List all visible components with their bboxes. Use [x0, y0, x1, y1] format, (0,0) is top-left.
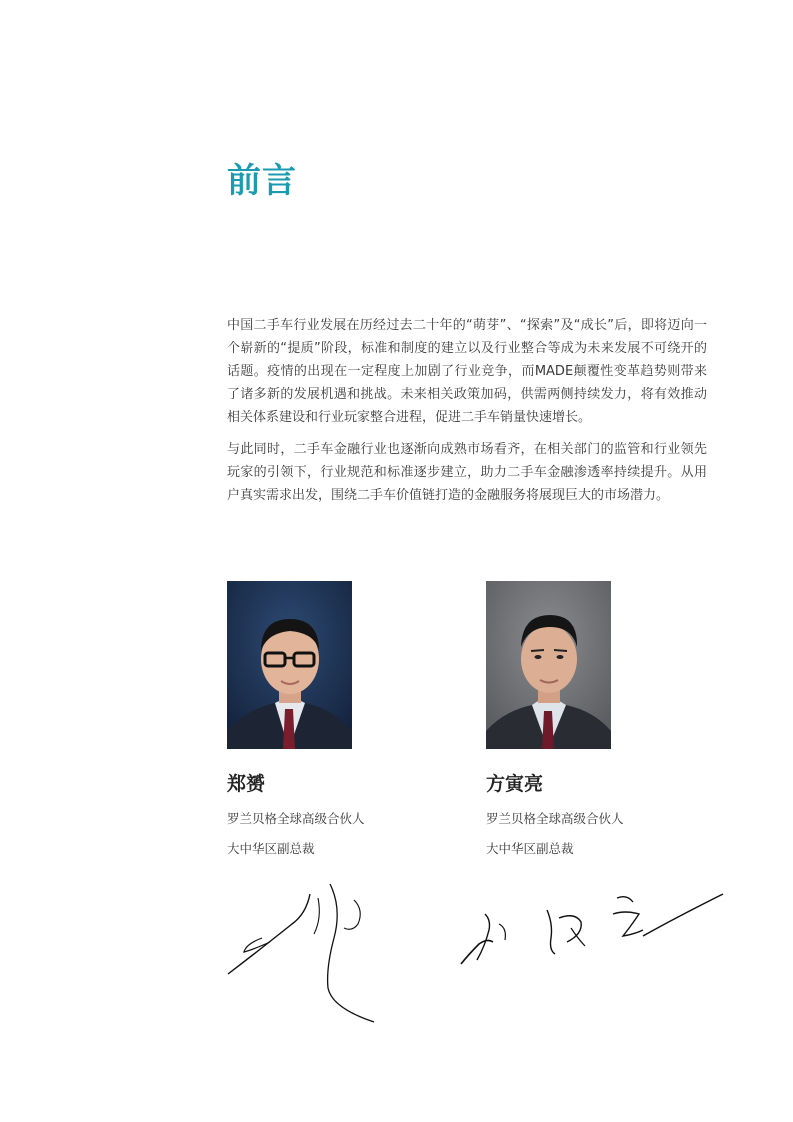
intro-paragraph-2: 与此同时，二手车金融行业也逐渐向成熟市场看齐，在相关部门的监管和行业领先玩家的引领下，行业规范和标准逐步建立，助力二手车金融渗透率持续提升。从用户真实需求出发，围绕二手车价值链打造的金融服务将展现巨大的市场潜力。	[227, 442, 707, 503]
author-1-name: 郑赟	[227, 773, 266, 795]
author-2-title-line2: 大中华区副总裁	[486, 841, 574, 856]
author-1-title-line2: 大中华区副总裁	[227, 841, 315, 856]
author-2-title-line1: 罗兰贝格全球高级合伙人	[486, 811, 624, 826]
author-2-name: 方寅亮	[486, 773, 544, 795]
intro-paragraph-1: 中国二手车行业发展在历经过去二十年的“萌芽”、“探索”及“成长”后，即将迈向一个崭新的“提质”阶段，标准和制度的建立以及行业整合等成为未来发展不可绕开的话题。疫情的出现在一定程度上加剧了行业竞争，而MADE颠覆性变革趋势则带来了诸多新的发展机遇和挑战。未来相关政策加码，供需两侧持续发力，将有效推动相关体系建设和行业玩家整合进程，促进二手车销量快速增长。	[227, 318, 707, 425]
author-1-portrait	[227, 581, 352, 749]
author-2-signature	[455, 880, 730, 975]
intro-text	[227, 314, 707, 516]
author-1-title-line1: 罗兰贝格全球高级合伙人	[227, 811, 365, 826]
author-1-signature	[222, 878, 382, 1028]
page-title: 前言	[227, 160, 297, 201]
author-2-portrait	[486, 581, 611, 749]
